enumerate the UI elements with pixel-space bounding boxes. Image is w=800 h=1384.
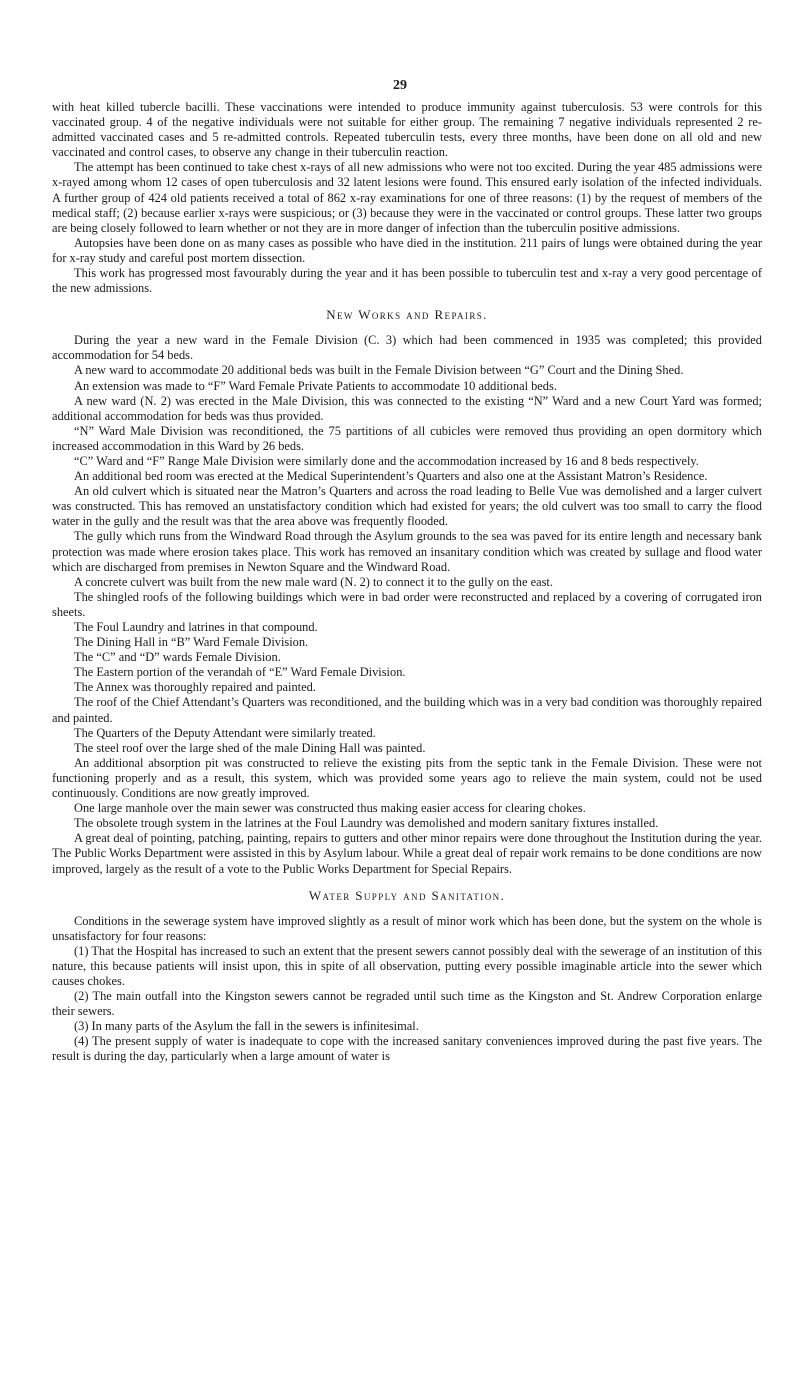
paragraph: Conditions in the sewerage system have improved slightly as a result of minor work which has been done, but the system on the whole is unsatisfactory for four reasons:: [52, 913, 762, 943]
section-tuberculosis: [52, 100, 762, 296]
section-heading: Water Supply and Sanitation.: [308, 887, 506, 903]
paragraph: One large manhole over the main sewer was constructed thus making easier access for clearing chokes.: [74, 801, 586, 816]
paragraph: The Eastern portion of the verandah of “E” Ward Female Division.: [74, 665, 406, 680]
paragraph: Autopsies have been done on as many cases as possible who have died in the institution. 211 pairs of lungs were obtained during the year for x-ray study and careful post mortem dissection.: [52, 235, 762, 265]
paragraph: During the year a new ward in the Female Division (C. 3) which had been commenced in 1935 was completed; this provided accommodation for 54 beds.: [52, 333, 762, 363]
paragraph: A concrete culvert was built from the new male ward (N. 2) to connect it to the gully on the east.: [74, 574, 553, 589]
paragraph: The Dining Hall in “B” Ward Female Division.: [74, 635, 309, 650]
paragraph: with heat killed tubercle bacilli. These vaccinations were intended to produce immunity against tuberculosis. 53 were controls for this vaccinated group. 4 of the negative individuals were not suitable for either group. The remaining 7 negative individuals represented 2 re-admitted vaccinated cases and 5 re-admitted controls. Repeated tuberculin tests, every three months, have been done on all old and new vaccinated and control cases, to observe any change in their tuberculin reaction.: [52, 100, 762, 160]
section-heading: New Works and Repairs.: [326, 307, 488, 323]
page-number: 29: [393, 78, 407, 93]
paragraph: The obsolete trough system in the latrines at the Foul Laundry was demolished and modern sanitary fixtures installed.: [74, 816, 659, 831]
paragraph: This work has progressed most favourably during the year and it has been possible to tuberculin test and x-ray a very good percentage of the new admissions.: [52, 266, 762, 296]
paragraph: “C” Ward and “F” Range Male Division were similarly done and the accommodation increased by 16 and 8 beds respectively.: [74, 453, 699, 468]
paragraph: The Foul Laundry and latrines in that compound.: [74, 620, 318, 634]
section-new-works: [52, 307, 762, 876]
paragraph: (2) The main outfall into the Kingston sewers cannot be regraded until such time as the Kingston and St. Andrew Corporation enlarge their sewers.: [52, 989, 762, 1019]
paragraph: An additional bed room was erected at the Medical Superintendent’s Quarters and also one at the Assistant Matron’s Residence.: [74, 469, 708, 484]
paragraph: (1) That the Hospital has increased to such an extent that the present sewers cannot possibly deal with the sewerage of an institution of this nature, this because patients will insist upon, this in spite of all observation, putting every possible imaginable article into the sewer which causes chokes.: [52, 943, 762, 988]
paragraph: The “C” and “D” wards Female Division.: [74, 650, 281, 665]
section-water-supply: [52, 888, 762, 1065]
paragraph: The steel roof over the large shed of the male Dining Hall was painted.: [74, 740, 426, 755]
paragraph: The gully which runs from the Windward Road through the Asylum grounds to the sea was paved for its entire length and necessary bank protection was made where erosion takes place. This work has removed an insanitary condition which was created by sullage and flood water which are discharged from premises in Newton Square and the Windward Road.: [52, 529, 762, 574]
paragraph: (3) In many parts of the Asylum the fall in the sewers is infinitesimal.: [74, 1019, 419, 1034]
paragraph: “N” Ward Male Division was reconditioned, the 75 partitions of all cubicles were removed thus providing an open dormitory which increased accommodation in this Ward by 26 beds.: [52, 423, 762, 453]
paragraph: The attempt has been continued to take chest x-rays of all new admissions who were not too excited. During the year 485 admissions were x-rayed among whom 12 cases of open tuberculosis and 32 latent lesions were found. This ensured early isolation of the infected individuals. A further group of 424 old patients received a total of 862 x-ray examinations for one of three reasons: (1) by the request of members of the medical staff; (2) because earlier x-rays were suspicious; or (3) because they were in the vaccinated or control groups. These latter two groups are being closely followed to learn whether or not they are in more danger of infection than the tuberculin positive admissions.: [52, 160, 762, 235]
paragraph: An old culvert which is situated near the Matron’s Quarters and across the road leading to Belle Vue was demolished and a larger culvert was constructed. This has removed an unstatisfactory condition which had existed for years; the old culvert was too small to carry the flood water in the gully and the result was that the area above was frequently flooded.: [52, 484, 762, 529]
paragraph: An additional absorption pit was constructed to relieve the existing pits from the septic tank in the Female Division. These were not functioning properly and as a result, this system, which was provided some years ago to relieve the main system, could not be used continuously. Conditions are now greatly improved.: [52, 755, 762, 801]
paragraph: The Annex was thoroughly repaired and painted.: [74, 680, 316, 695]
paragraph: A new ward to accommodate 20 additional beds was built in the Female Division between “G” Court and the Dining Shed.: [74, 363, 684, 378]
paragraph: The roof of the Chief Attendant’s Quarters was reconditioned, and the building which was in a very bad condition was thoroughly repaired and painted.: [52, 695, 762, 725]
paragraph: (4) The present supply of water is inadequate to cope with the increased sanitary conveniences improved during the past five years. The result is during the day, particularly when a large amount of water is: [52, 1034, 762, 1064]
paragraph: The shingled roofs of the following buildings which were in bad order were reconstructed and replaced by a covering of corrugated iron sheets.: [52, 589, 762, 619]
paragraph: An extension was made to “F” Ward Female Private Patients to accommodate 10 additional beds.: [74, 378, 557, 393]
paragraph: A new ward (N. 2) was erected in the Male Division, this was connected to the existing “N” Ward and a new Court Yard was formed; additional accommodation for beds was thus provided.: [52, 393, 762, 423]
paragraph: A great deal of pointing, patching, painting, repairs to gutters and other minor repairs were done throughout the Institution during the year. The Public Works Department were assisted in this by Asylum labour. While a great deal of repair work remains to be done conditions are now improved, largely as the result of a vote to the Public Works Department for Special Repairs.: [52, 831, 762, 876]
paragraph: The Quarters of the Deputy Attendant were similarly treated.: [74, 725, 376, 740]
